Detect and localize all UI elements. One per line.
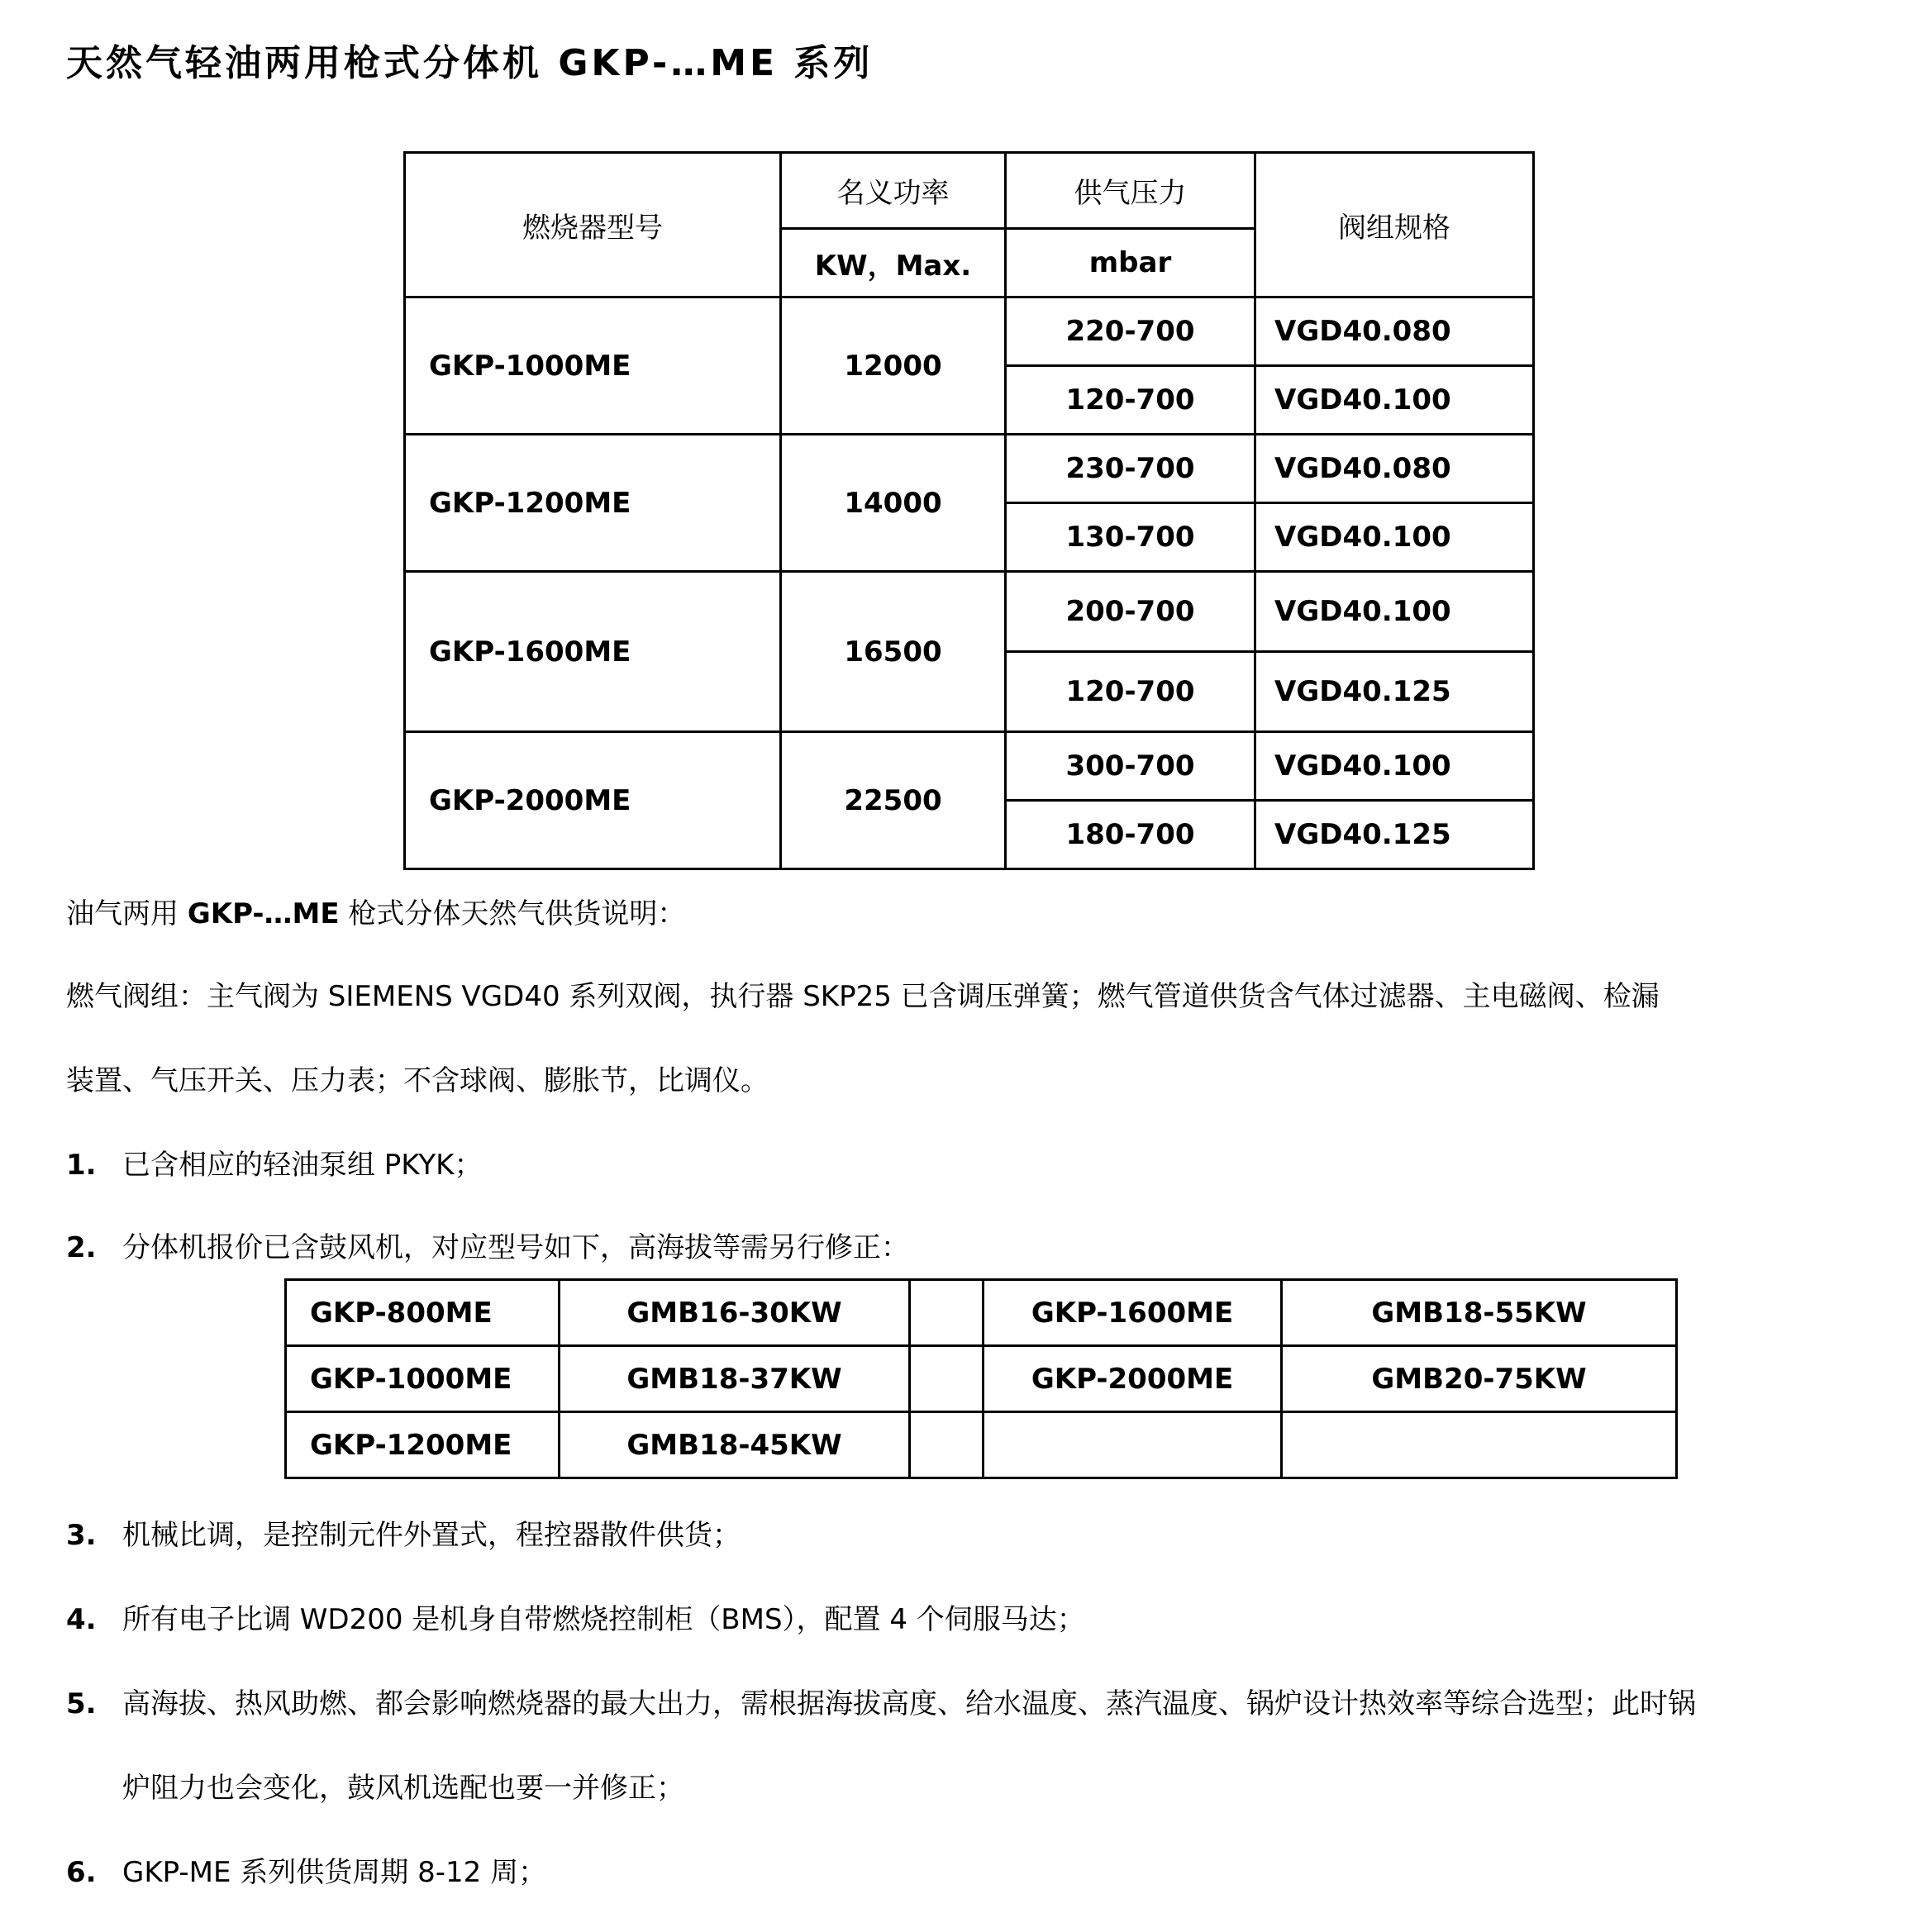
power-cell: 22500 [781,732,1006,869]
pressure-cell: 130-700 [1006,503,1255,572]
item-number: 5. [66,1687,97,1720]
power-cell: 16500 [781,572,1006,732]
power-cell: 12000 [781,297,1006,435]
table-row [405,435,1534,503]
list-item [66,1142,482,1183]
table-row [405,732,1534,801]
page-title: 天然气轻油两用枪式分体机 GKP-…ME 系列 [66,42,874,84]
model-cell: GKP-1000ME [286,1346,560,1412]
model-cell: GKP-800ME [286,1280,560,1346]
intro-text: 油气两用 [66,897,188,930]
gas-valve-note-line1: 燃气阀组：主气阀为 SIEMENS VGD40 系列双阀，执行器 SKP25 已含调压弹簧；燃气管道供货含气体过滤器、主电磁阀、检漏 [66,980,1660,1013]
blower-cell: GMB18-55KW [1282,1280,1677,1346]
model-cell: GKP-1000ME [405,297,781,435]
list-item [66,1849,546,1890]
valve-cell: VGD40.125 [1255,652,1534,732]
table-row [286,1346,1677,1412]
list-item [66,1681,1696,1721]
header-model: 燃烧器型号 [405,153,781,297]
valve-cell: VGD40.080 [1255,435,1534,503]
list-item-continuation [66,1765,684,1806]
valve-cell: VGD40.100 [1255,503,1534,572]
pressure-cell: 180-700 [1006,801,1255,869]
item-number: 4. [66,1603,97,1636]
pressure-cell: 120-700 [1006,652,1255,732]
pressure-cell: 230-700 [1006,435,1255,503]
blower-cell: GMB16-30KW [560,1280,910,1346]
blower-cell: GMB18-45KW [560,1412,910,1478]
table-row [405,297,1534,366]
item-text: 炉阻力也会变化，鼓风机选配也要一并修正； [122,1772,684,1805]
list-item [66,1512,741,1553]
blower-cell [1282,1412,1677,1478]
blower-cell: GMB18-37KW [560,1346,910,1412]
item-text: 高海拔、热风助燃、都会影响燃烧器的最大出力，需根据海拔高度、给水温度、蒸汽温度、锅炉设计热效率等综合选型；此时锅 [122,1687,1696,1720]
valve-cell: VGD40.100 [1255,732,1534,801]
pressure-cell: 200-700 [1006,572,1255,652]
item-text: GKP-ME 系列供货周期 8-12 周； [122,1856,547,1889]
table-row [286,1280,1677,1346]
list-item [66,1225,909,1265]
table-row [405,572,1534,652]
intro-series: GKP-…ME [187,897,340,930]
item-number: 2. [66,1231,97,1264]
item-text: 所有电子比调 WD200 是机身自带燃烧控制柜（BMS），配置 4 个伺服马达； [122,1603,1085,1636]
item-number: 1. [66,1149,97,1182]
header-power: 名义功率 [781,153,1006,229]
model-cell: GKP-2000ME [984,1346,1282,1412]
model-cell: GKP-1200ME [405,435,781,572]
pressure-cell: 300-700 [1006,732,1255,801]
header-pressure: 供气压力 [1006,153,1255,229]
header-valve: 阀组规格 [1255,153,1534,297]
item-text: 机械比调，是控制元件外置式，程控器散件供货； [122,1519,741,1552]
pressure-cell: 120-700 [1006,366,1255,435]
model-cell: GKP-1200ME [286,1412,560,1478]
model-cell: GKP-2000ME [405,732,781,869]
spacer-cell [910,1412,984,1478]
valve-cell: VGD40.125 [1255,801,1534,869]
list-item [66,1597,1085,1637]
blower-table [284,1278,1678,1479]
power-cell: 14000 [781,435,1006,572]
supply-intro [66,891,685,931]
burner-spec-table [403,151,1535,870]
item-text: 分体机报价已含鼓风机，对应型号如下，高海拔等需另行修正： [122,1231,909,1264]
intro-text-end: 枪式分体天然气供货说明： [339,897,686,930]
valve-cell: VGD40.100 [1255,366,1534,435]
table-row [286,1412,1677,1478]
item-number: 6. [66,1856,97,1889]
spacer-cell [910,1280,984,1346]
blower-cell: GMB20-75KW [1282,1346,1677,1412]
gas-valve-note-line2: 装置、气压开关、压力表；不含球阀、膨胀节，比调仪。 [66,1064,769,1097]
model-cell [984,1412,1282,1478]
item-number: 3. [66,1519,97,1552]
header-pressure-unit: mbar [1006,229,1255,297]
spacer-cell [910,1346,984,1412]
header-power-unit: KW，Max. [781,229,1006,297]
model-cell: GKP-1600ME [984,1280,1282,1346]
item-text: 已含相应的轻油泵组 PKYK； [122,1149,483,1182]
valve-cell: VGD40.080 [1255,297,1534,366]
valve-cell: VGD40.100 [1255,572,1534,652]
pressure-cell: 220-700 [1006,297,1255,366]
model-cell: GKP-1600ME [405,572,781,732]
